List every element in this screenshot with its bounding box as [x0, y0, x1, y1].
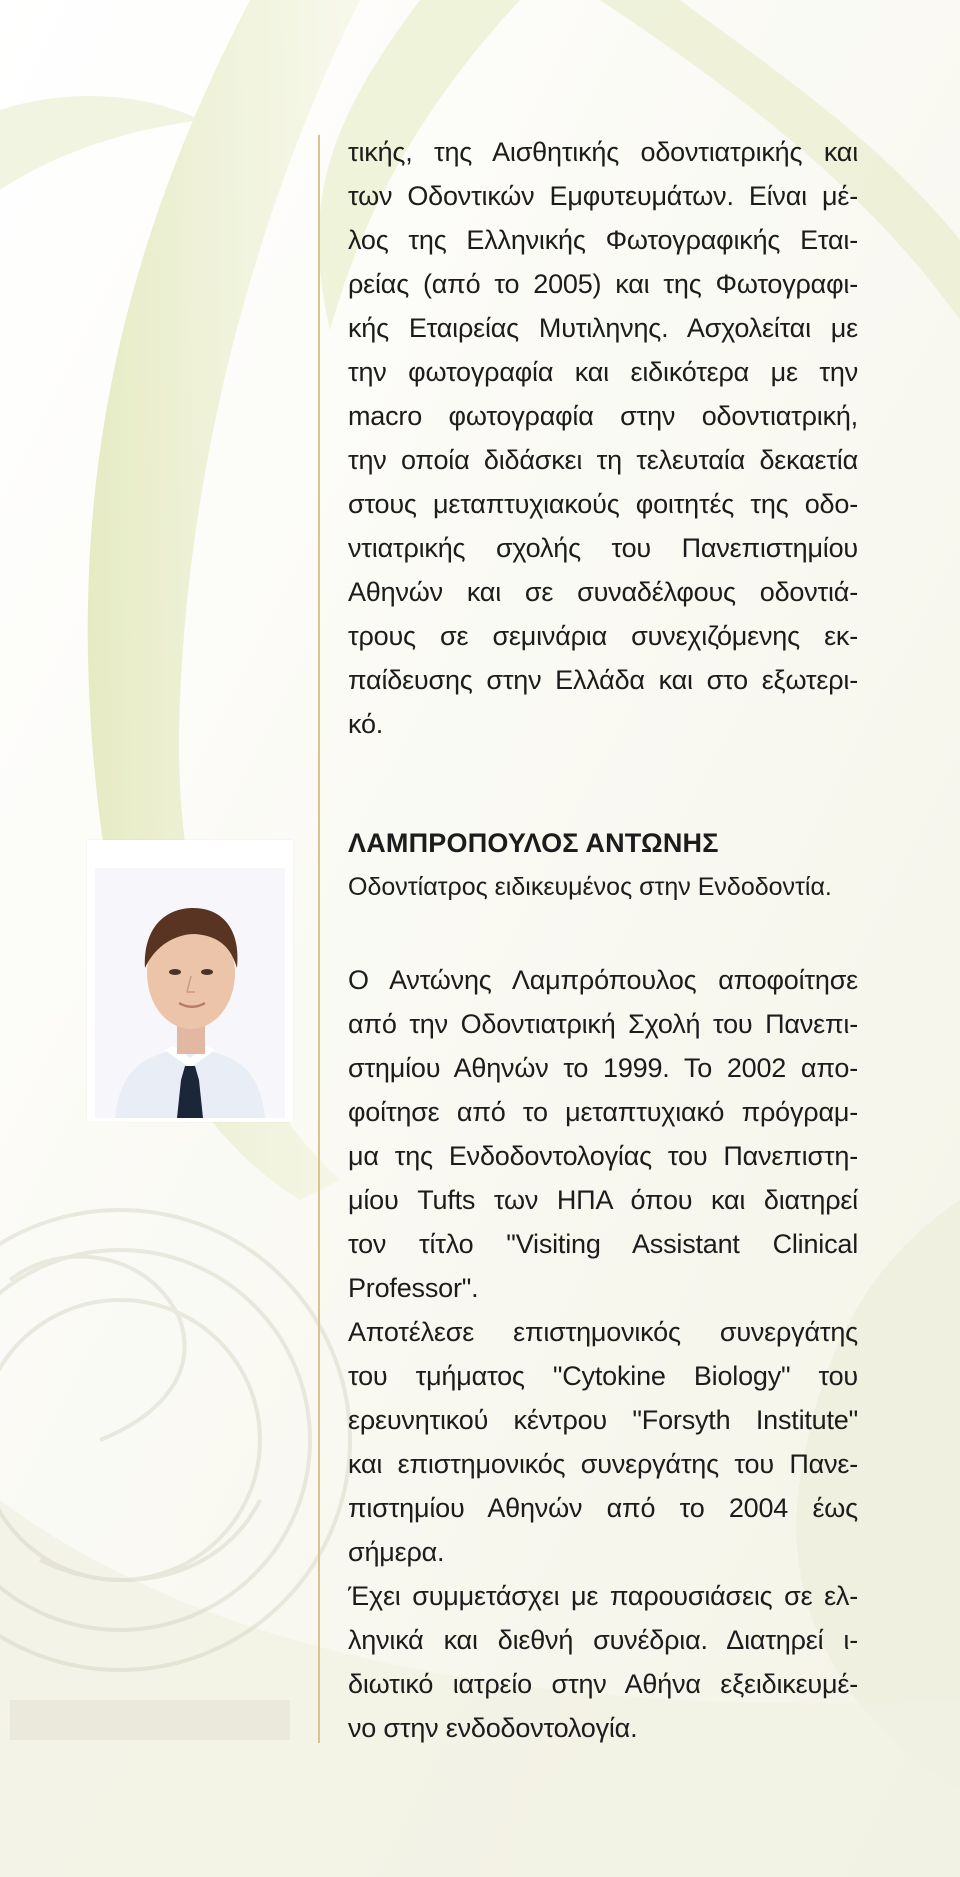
- text-line: τον τίτλο "Visiting Assistant Clinical: [348, 1229, 858, 1259]
- text-line: Ο Αντώνης Λαμπρόπουλος αποφοίτησε: [348, 965, 858, 995]
- text-line: παίδευσης στην Ελλάδα και στο εξωτερι-: [348, 665, 858, 695]
- text-line: macro φωτογραφία στην οδοντιατρική,: [348, 401, 858, 431]
- text-line: των Οδοντικών Εμφυτευμάτων. Είναι μέ-: [348, 181, 858, 211]
- portrait-image: [95, 868, 285, 1118]
- vertical-accent-rule: [318, 135, 320, 1743]
- top-paragraph: [348, 130, 858, 746]
- text-line: από την Οδοντιατρική Σχολή του Πανεπι-: [348, 1009, 858, 1039]
- bio-paragraph: [348, 958, 858, 1750]
- text-line: στημίου Αθηνών το 1999. Το 2002 απο-: [348, 1053, 858, 1083]
- text-line: Αποτέλεσε επιστημονικός συνεργάτης: [348, 1317, 858, 1347]
- text-line: ερευνητικού κέντρου "Forsyth Institute": [348, 1405, 858, 1435]
- profile-name: ΛΑΜΠΡΟΠΟΥΛΟΣ ΑΝΤΩΝΗΣ: [348, 828, 719, 858]
- profile-subtitle: Οδοντίατρος ειδικευμένος στην Ενδοδοντία.: [348, 873, 832, 901]
- text-line: κό.: [348, 709, 384, 739]
- text-line: στους μεταπτυχιακούς φοιτητές της οδο-: [348, 489, 858, 519]
- text-line: μίου Tufts των ΗΠΑ όπου και διατηρεί: [348, 1185, 858, 1215]
- text-line: λος της Ελληνικής Φωτογραφικής Εται-: [348, 225, 858, 255]
- text-line: Έχει συμμετάσχει με παρουσιάσεις σε ελ-: [348, 1581, 858, 1611]
- portrait-photo: [87, 840, 293, 1122]
- text-line: του τμήματος "Cytokine Biology" του: [348, 1361, 858, 1391]
- text-line: νο στην ενδοδοντολογία.: [348, 1713, 638, 1743]
- text-line: τικής, της Αισθητικής οδοντιατρικής και: [348, 137, 858, 167]
- text-line: τρους σε σεμινάρια συνεχιζόμενης εκ-: [348, 621, 858, 651]
- text-line: ληνικά και διεθνή συνέδρια. Διατηρεί ι-: [348, 1625, 858, 1655]
- text-line: κής Εταιρείας Μυτιληνης. Ασχολείται με: [348, 313, 858, 343]
- text-line: Professor".: [348, 1273, 479, 1303]
- text-line: την οποία διδάσκει τη τελευταία δεκαετία: [348, 445, 858, 475]
- text-line: σήμερα.: [348, 1537, 445, 1567]
- text-line: φοίτησε από το μεταπτυχιακό πρόγραμ-: [348, 1097, 858, 1127]
- text-line: πιστημίου Αθηνών από το 2004 έως: [348, 1493, 858, 1523]
- text-line: και επιστημονικός συνεργάτης του Πανε-: [348, 1449, 858, 1479]
- text-line: Αθηνών και σε συναδέλφους οδοντιά-: [348, 577, 858, 607]
- text-line: ντιατρικής σχολής του Πανεπιστημίου: [348, 533, 858, 563]
- text-line: μα της Ενδοδοντολογίας του Πανεπιστη-: [348, 1141, 858, 1171]
- text-line: διωτικό ιατρείο στην Αθήνα εξειδικευμέ-: [348, 1669, 858, 1699]
- text-line: ρείας (από το 2005) και της Φωτογραφι-: [348, 269, 858, 299]
- text-line: την φωτογραφία και ειδικότερα με την: [348, 357, 858, 387]
